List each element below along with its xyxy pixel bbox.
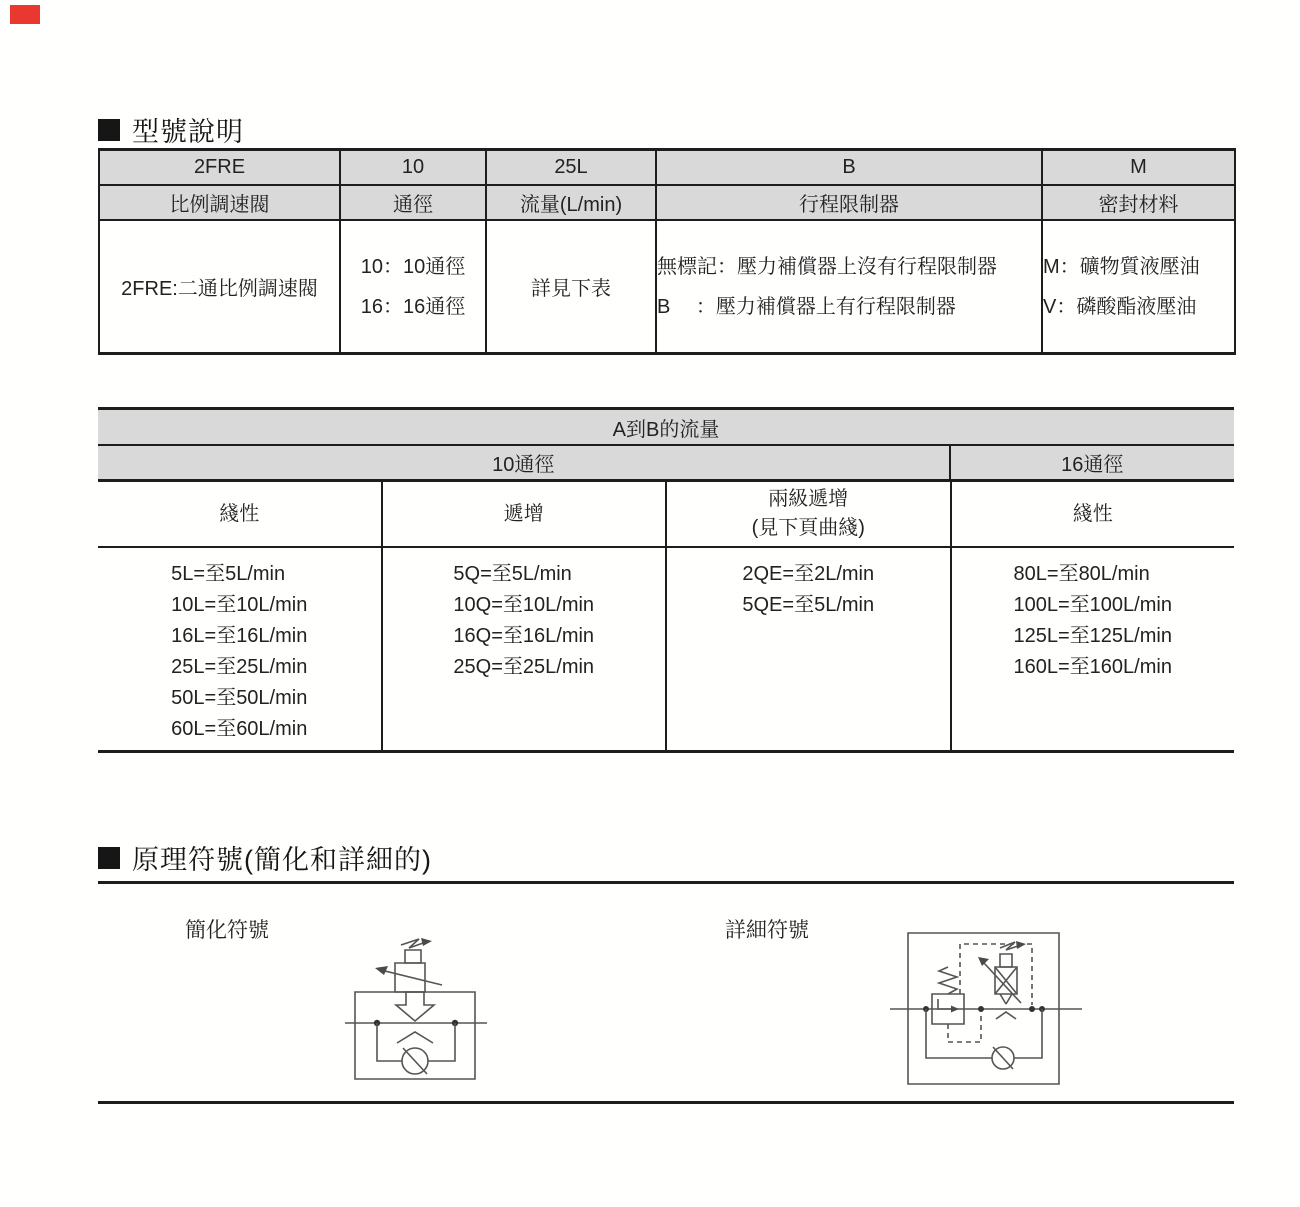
flow-option: 16Q=至16L/min <box>453 625 595 647</box>
flow-option: 10Q=至10L/min <box>453 594 595 616</box>
simplified-symbol-diagram <box>335 926 495 1086</box>
code-cell-seal: M <box>1042 150 1235 186</box>
port-junction-dot <box>1029 1006 1035 1012</box>
code-row <box>99 150 1235 186</box>
flow-table <box>98 407 1234 753</box>
model-code-table <box>98 148 1236 355</box>
bypass-line <box>377 1023 455 1061</box>
bypass-line <box>926 1009 1042 1058</box>
label-cell-seal: 密封材料 <box>1042 185 1235 220</box>
bottom-rule <box>98 1101 1234 1104</box>
flow-values-two-stage <box>667 548 952 750</box>
size-group-row <box>98 446 1234 482</box>
section-title-symbols <box>98 838 432 877</box>
description-row <box>99 220 1235 354</box>
desc-cell-size <box>340 220 486 354</box>
label-cell-limiter: 行程限制器 <box>656 185 1042 220</box>
limiter-option-none: 無標記：壓力補償器上沒有行程限制器 <box>657 255 997 278</box>
valve-body <box>355 992 475 1079</box>
page-color-tab <box>10 5 40 24</box>
detailed-symbol-label: 詳細符號 <box>725 919 809 942</box>
size-option-10: 10：10通徑 <box>360 255 466 278</box>
flow-option: 5Q=至5L/min <box>453 563 572 585</box>
label-row <box>99 185 1235 220</box>
port-junction-dot <box>978 1006 984 1012</box>
two-stage-line2: (見下頁曲綫) <box>751 517 865 539</box>
flow-option: 25Q=至25L/min <box>453 656 595 678</box>
flow-option: 5QE=至5L/min <box>742 594 875 616</box>
pilot-line-upper <box>960 944 1032 1005</box>
flow-option: 10L=至10L/min <box>171 594 308 616</box>
spring-icon <box>939 967 957 994</box>
throttle-arrow <box>396 992 434 1021</box>
solenoid-top-box <box>1000 954 1012 967</box>
flow-option: 50L=至50L/min <box>171 687 308 709</box>
flow-values-linear-10 <box>98 548 383 750</box>
type-cell-two-stage <box>667 482 952 546</box>
size-option-16: 16：16通徑 <box>360 295 466 318</box>
section-bullet-icon <box>98 119 120 141</box>
arrowhead <box>421 938 432 946</box>
desc-cell-limiter <box>656 220 1042 354</box>
flow-table-title-cell <box>98 407 1234 446</box>
throttle-cross <box>995 967 1017 994</box>
flow-option: 160L=至160L/min <box>1013 656 1172 678</box>
type-cell-linear-16: 綫性 <box>1072 502 1113 525</box>
size-group-16: 16通徑 <box>1061 454 1124 476</box>
section-title-text: 原理符號(簡化和詳細的) <box>132 845 432 875</box>
flow-values-linear-16 <box>952 548 1235 750</box>
section-divider-rule <box>98 881 1234 884</box>
flow-option: 100L=至100L/min <box>1013 594 1172 616</box>
flow-option: 25L=至25L/min <box>171 656 308 678</box>
flow-values-row <box>98 548 1234 753</box>
compensator-flow-path <box>938 999 953 1009</box>
desc-cell-seal <box>1042 220 1235 354</box>
flow-option: 125L=至125L/min <box>1013 625 1172 647</box>
type-cell-progressive: 遞增 <box>383 482 668 546</box>
label-cell-flow: 流量(L/min) <box>486 185 656 220</box>
size-group-10: 10通徑 <box>98 446 951 479</box>
flow-option: 60L=至60L/min <box>171 718 308 740</box>
detailed-symbol-diagram <box>865 920 1095 1090</box>
arrowhead <box>1016 941 1026 949</box>
section-bullet-icon <box>98 847 120 869</box>
flow-option: 5L=至5L/min <box>171 563 286 585</box>
flow-option: 80L=至80L/min <box>1013 563 1150 585</box>
compensator-chevron <box>397 1032 433 1043</box>
simplified-symbol-label: 簡化符號 <box>185 919 269 942</box>
code-cell-valve: 2FRE <box>99 150 340 186</box>
type-cell-linear-10: 綫性 <box>98 482 383 546</box>
section-title-model-code <box>98 110 244 149</box>
desc-cell-flow: 詳見下表 <box>486 220 656 354</box>
code-cell-size: 10 <box>340 150 486 186</box>
label-cell-size: 通徑 <box>340 185 486 220</box>
desc-cell-valve: 2FRE:二通比例調速閥 <box>99 220 340 354</box>
compensator-chevron <box>996 1012 1016 1019</box>
throttle-outlet <box>1000 994 1012 1004</box>
two-stage-line1: 兩級遞增 <box>768 488 849 510</box>
adjustment-arrow <box>381 970 442 985</box>
solenoid-top-box <box>405 950 421 963</box>
arrowhead <box>951 1006 959 1013</box>
limiter-option-b: B ：壓力補償器上有行程限制器 <box>657 295 956 318</box>
flow-values-progressive <box>383 548 668 750</box>
seal-option-v: V：磷酸酯液壓油 <box>1043 295 1197 318</box>
section-title-text: 型號說明 <box>132 117 244 147</box>
seal-option-m: M：礦物質液壓油 <box>1043 255 1200 278</box>
flow-option: 2QE=至2L/min <box>742 563 875 585</box>
arrowhead <box>978 957 989 966</box>
flow-option: 16L=至16L/min <box>171 625 308 647</box>
type-header-row <box>98 482 1234 548</box>
code-cell-limiter: B <box>656 150 1042 186</box>
label-cell-valve: 比例調速閥 <box>99 185 340 220</box>
flow-table-title: A到B的流量 <box>612 418 720 441</box>
code-cell-flow: 25L <box>486 150 656 186</box>
